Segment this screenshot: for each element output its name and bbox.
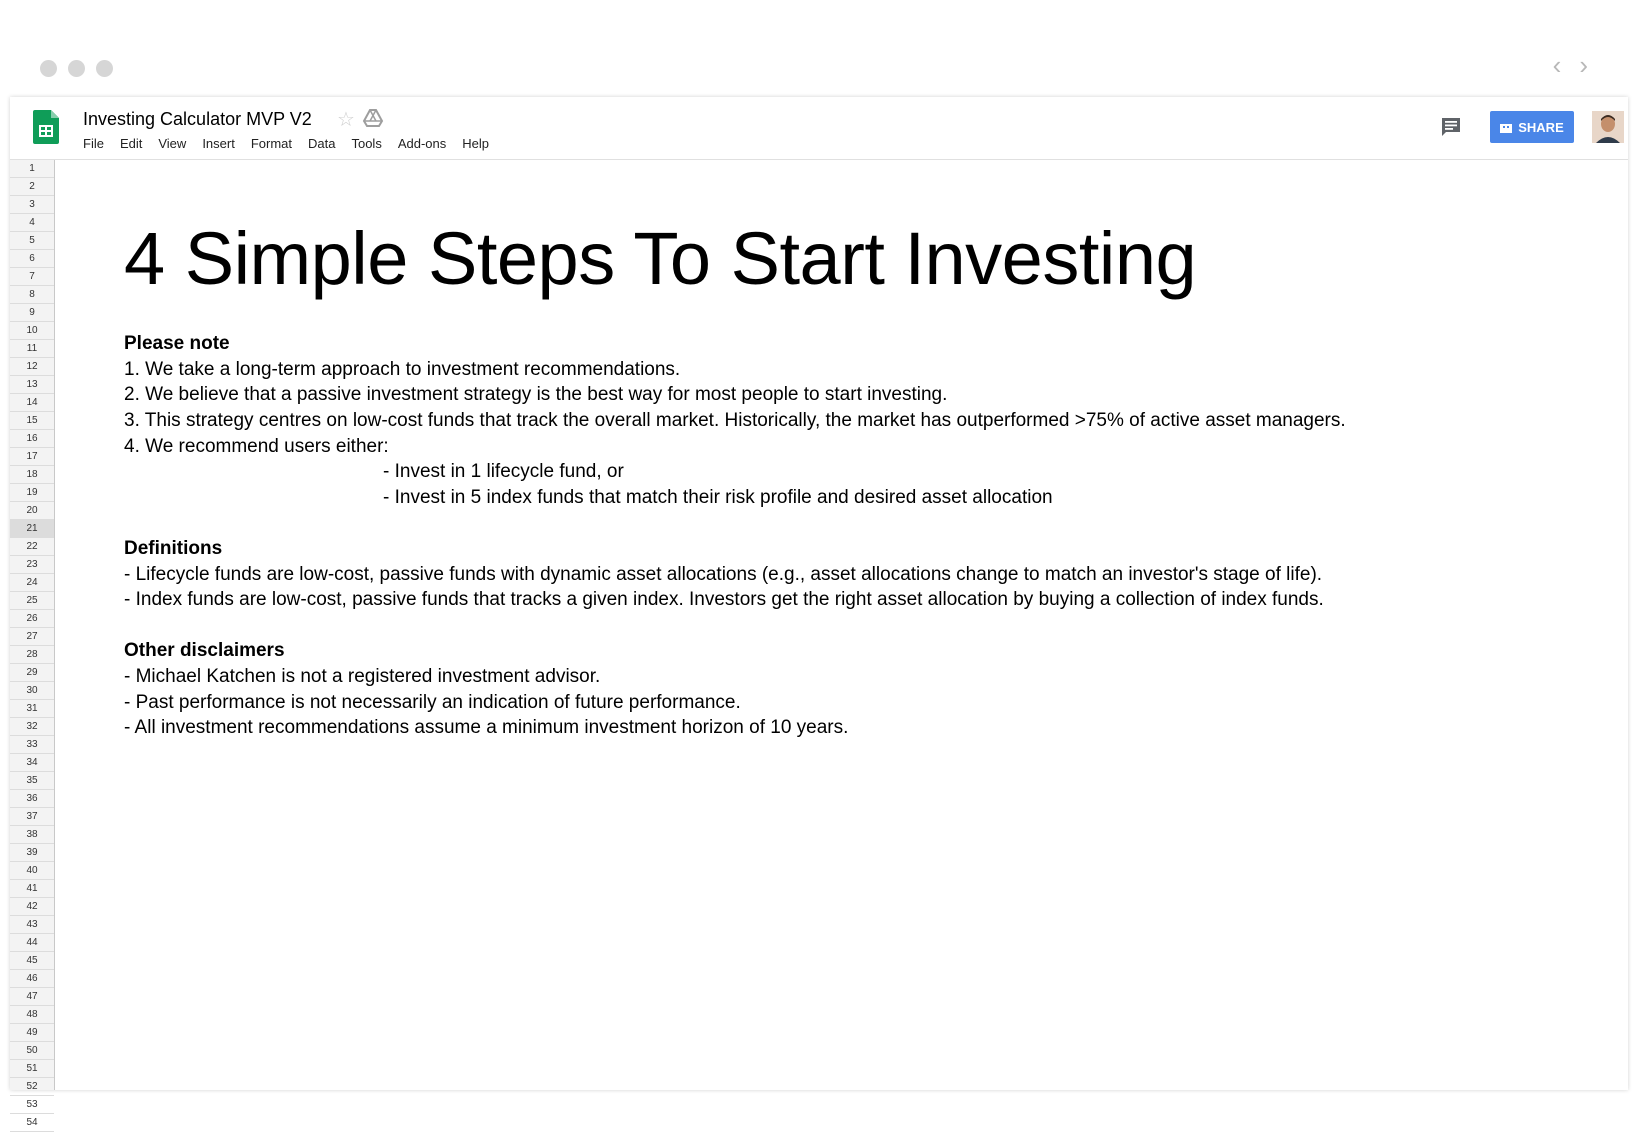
row-header[interactable]: 12 [10, 358, 54, 376]
menu-help[interactable]: Help [462, 136, 489, 151]
row-header[interactable]: 17 [10, 448, 54, 466]
sheets-logo-icon[interactable] [33, 110, 59, 144]
row-header[interactable]: 15 [10, 412, 54, 430]
row-header[interactable]: 44 [10, 934, 54, 952]
window-controls [40, 60, 113, 77]
star-icon[interactable]: ☆ [337, 109, 355, 131]
disclaimer-item[interactable]: - Michael Katchen is not a registered investment advisor. [124, 666, 601, 687]
row-header[interactable]: 39 [10, 844, 54, 862]
row-header[interactable]: 31 [10, 700, 54, 718]
row-header[interactable]: 25 [10, 592, 54, 610]
row-header[interactable]: 36 [10, 790, 54, 808]
row-header[interactable]: 38 [10, 826, 54, 844]
menu-bar [83, 136, 497, 151]
row-header[interactable]: 27 [10, 628, 54, 646]
definition-item[interactable]: - Lifecycle funds are low-cost, passive funds with dynamic asset allocations (e.g., asset allocations change to match an investor's stage of life). [124, 564, 1323, 585]
avatar[interactable] [1592, 111, 1624, 143]
share-button[interactable] [1490, 111, 1574, 143]
row-header[interactable]: 8 [10, 286, 54, 304]
disclaimer-item[interactable]: - Past performance is not necessarily an indication of future performance. [124, 692, 741, 713]
row-header[interactable]: 29 [10, 664, 54, 682]
browser-chrome [0, 0, 1644, 100]
row-header[interactable]: 4 [10, 214, 54, 232]
menu-data[interactable]: Data [308, 136, 336, 151]
menu-view[interactable]: View [158, 136, 187, 151]
disclaimer-item[interactable]: - All investment recommendations assume a minimum investment horizon of 10 years. [124, 717, 849, 738]
sheets-header [10, 97, 1628, 160]
menu-edit[interactable]: Edit [119, 136, 143, 151]
row-header[interactable]: 21 [10, 520, 54, 538]
menu-tools[interactable]: Tools [351, 136, 382, 151]
sheets-window [10, 97, 1628, 1128]
disclaimers-heading[interactable]: Other disclaimers [124, 640, 285, 661]
row-header[interactable]: 9 [10, 304, 54, 322]
definitions-heading[interactable]: Definitions [124, 538, 223, 559]
row-header[interactable]: 16 [10, 430, 54, 448]
back-arrow-icon[interactable]: ‹ [1552, 50, 1562, 80]
note-item[interactable]: 4. We recommend users either: [124, 436, 389, 457]
row-header[interactable]: 22 [10, 538, 54, 556]
row-header[interactable]: 47 [10, 988, 54, 1006]
note-sub-item[interactable]: - Invest in 1 lifecycle fund, or [383, 461, 624, 482]
row-header[interactable]: 46 [10, 970, 54, 988]
menu-file[interactable]: File [83, 136, 104, 151]
row-header[interactable]: 14 [10, 394, 54, 412]
row-header[interactable]: 35 [10, 772, 54, 790]
row-header[interactable]: 5 [10, 232, 54, 250]
row-header[interactable]: 3 [10, 196, 54, 214]
row-header[interactable]: 50 [10, 1042, 54, 1060]
menu-format[interactable]: Format [250, 136, 292, 151]
share-button-label: SHARE [1518, 119, 1564, 135]
row-header[interactable]: 11 [10, 340, 54, 358]
page-title[interactable]: 4 Simple Steps To Start Investing [124, 217, 1197, 300]
row-header[interactable]: 43 [10, 916, 54, 934]
row-header[interactable]: 13 [10, 376, 54, 394]
row-header[interactable]: 33 [10, 736, 54, 754]
row-header[interactable]: 30 [10, 682, 54, 700]
row-headers [10, 160, 55, 1128]
close-window-button[interactable] [40, 60, 57, 77]
row-header[interactable]: 41 [10, 880, 54, 898]
row-header[interactable]: 40 [10, 862, 54, 880]
row-header[interactable]: 23 [10, 556, 54, 574]
row-header[interactable]: 45 [10, 952, 54, 970]
row-header[interactable]: 53 [10, 1096, 54, 1114]
move-to-folder-icon[interactable] [363, 108, 383, 128]
forward-arrow-icon[interactable]: › [1579, 50, 1588, 80]
minimize-window-button[interactable] [68, 60, 85, 77]
menu-add-ons[interactable]: Add-ons [397, 136, 447, 151]
maximize-window-button[interactable] [96, 60, 113, 77]
row-header[interactable]: 10 [10, 322, 54, 340]
row-header[interactable]: 37 [10, 808, 54, 826]
row-header[interactable]: 18 [10, 466, 54, 484]
row-header[interactable]: 1 [10, 160, 54, 178]
row-header[interactable]: 54 [10, 1114, 54, 1132]
document-title[interactable]: Investing Calculator MVP V2 [83, 109, 312, 129]
comment-icon[interactable] [1440, 117, 1462, 137]
row-header[interactable]: 52 [10, 1078, 54, 1096]
row-header[interactable]: 24 [10, 574, 54, 592]
row-header[interactable]: 6 [10, 250, 54, 268]
note-item[interactable]: 3. This strategy centres on low-cost funds that track the overall market. Historically, the market has outperformed >75% of active asset managers. [124, 410, 1346, 431]
note-item[interactable]: 2. We believe that a passive investment strategy is the best way for most people to start investing. [124, 384, 948, 405]
row-header[interactable]: 42 [10, 898, 54, 916]
nav-arrows [1553, 52, 1588, 78]
user-avatar-icon [1592, 111, 1624, 143]
row-header[interactable]: 49 [10, 1024, 54, 1042]
row-header[interactable]: 48 [10, 1006, 54, 1024]
note-sub-item[interactable]: - Invest in 5 index funds that match their risk profile and desired asset allocation [383, 487, 1053, 508]
note-item[interactable]: 1. We take a long-term approach to investment recommendations. [124, 359, 681, 380]
definition-item[interactable]: - Index funds are low-cost, passive funds that tracks a given index. Investors get the right asset allocation by buying a collection of index funds. [124, 589, 1324, 610]
row-header[interactable]: 28 [10, 646, 54, 664]
please-note-heading[interactable]: Please note [124, 333, 230, 354]
row-header[interactable]: 26 [10, 610, 54, 628]
row-header[interactable]: 34 [10, 754, 54, 772]
sheet-content [124, 160, 1604, 1090]
row-header[interactable]: 19 [10, 484, 54, 502]
menu-insert[interactable]: Insert [202, 136, 235, 151]
row-header[interactable]: 32 [10, 718, 54, 736]
row-header[interactable]: 2 [10, 178, 54, 196]
row-header[interactable]: 20 [10, 502, 54, 520]
row-header[interactable]: 7 [10, 268, 54, 286]
share-people-icon [1500, 121, 1512, 133]
row-header[interactable]: 51 [10, 1060, 54, 1078]
